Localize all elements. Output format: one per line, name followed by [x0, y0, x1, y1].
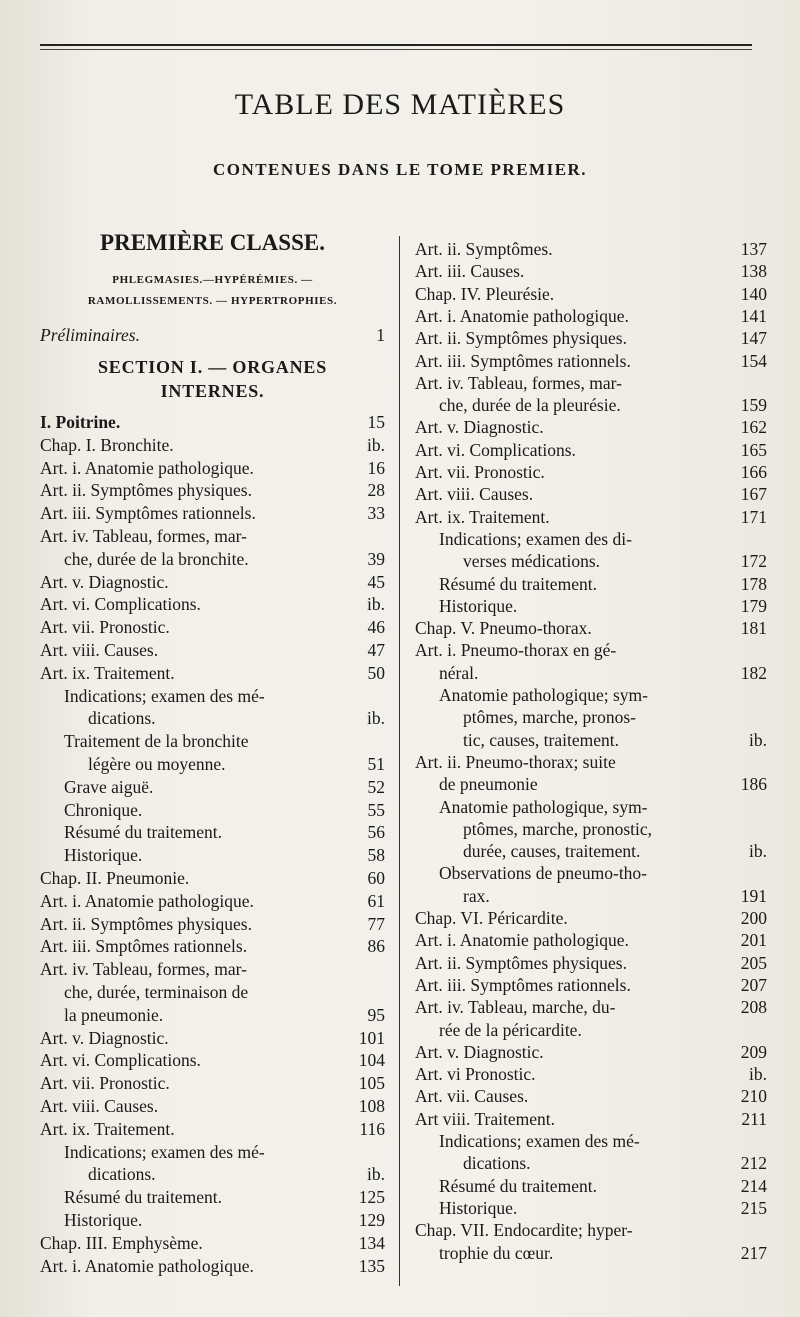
toc-entry-text: Art. viii. Causes. [40, 640, 159, 660]
toc-entry-page: 56 [367, 822, 385, 843]
toc-entry [415, 394, 767, 417]
toc-entry [415, 483, 767, 506]
toc-entry-text: Art. iii. Symptômes rationnels. [40, 503, 256, 524]
toc-entry [415, 1197, 767, 1220]
toc-entry [40, 1049, 385, 1072]
toc-entry-text: Art. iv. Tableau, formes, mar- [40, 526, 247, 546]
toc-entry [40, 502, 385, 525]
toc-entry [40, 593, 385, 616]
toc-entry-page: 138 [740, 261, 767, 282]
toc-entry-text: Art. viii. Causes. [40, 1096, 159, 1116]
toc-entry [415, 1175, 767, 1198]
toc-entry [415, 283, 767, 306]
toc-entry [40, 753, 385, 776]
toc-entry-text: Art. ii. Symptômes physiques. [40, 913, 252, 934]
toc-entry-page: 141 [740, 305, 767, 326]
toc-entry-text: Chap. VII. Endocardite; hyper- [415, 1220, 633, 1241]
toc-entry [40, 616, 385, 639]
toc-entry-text: rée de la péricardite. [439, 1019, 582, 1040]
toc-entry [40, 821, 385, 844]
toc-entry-page: 16 [367, 457, 385, 478]
toc-entry [40, 958, 385, 981]
toc-entry-text: Art. v. Diagnostic. [40, 571, 169, 592]
toc-entry-text: Chap. V. Pneumo-thorax. [415, 618, 592, 639]
toc-entry-page: ib. [749, 729, 767, 750]
section-heading-2: INTERNES. [160, 381, 265, 401]
toc-entry [415, 907, 767, 930]
toc-entry [415, 840, 767, 863]
toc-entry [415, 952, 767, 975]
toc-entry-text: Historique. [64, 1210, 143, 1230]
toc-entry [40, 457, 385, 480]
toc-entry-page: 125 [358, 1187, 385, 1208]
toc-entry-page: 205 [740, 952, 767, 973]
toc-entry [40, 1186, 385, 1209]
toc-entry-text: Résumé du traitement. [439, 1175, 597, 1196]
toc-entry-text: Art. iii. Smptômes rationnels. [40, 936, 248, 957]
toc-entry-text: ptômes, marche, pronostic, [463, 818, 653, 839]
toc-entry [40, 1027, 385, 1050]
toc-entry-text: dications. [88, 708, 156, 729]
toc-entry [415, 573, 767, 596]
toc-entry [415, 1242, 767, 1265]
toc-entry [415, 550, 767, 573]
toc-entry-page: 215 [740, 1197, 767, 1218]
toc-entry-page: 212 [740, 1153, 767, 1174]
toc-entry [415, 238, 767, 261]
toc-entry [40, 1141, 385, 1164]
toc-entry [40, 548, 385, 571]
toc-entry-page: 50 [367, 662, 385, 683]
toc-entry-text: Indications; examen des mé- [439, 1131, 640, 1151]
toc-entry [415, 617, 767, 640]
toc-entry-page: 137 [740, 239, 767, 259]
toc-entry [40, 479, 385, 502]
toc-entry-page: 178 [740, 573, 767, 594]
toc-entry-text: Résumé du traitement. [64, 1187, 222, 1208]
toc-entry-text: Art. vii. Pronostic. [415, 462, 545, 482]
toc-entry-page: ib. [367, 1164, 385, 1185]
toc-entry-text: Historique. [64, 845, 143, 866]
toc-entry-text: Observations de pneumo-tho- [439, 863, 648, 884]
toc-entry-page: 214 [740, 1175, 767, 1196]
toc-entry [415, 639, 767, 662]
toc-entry-page: 166 [740, 462, 767, 482]
toc-entry [40, 913, 385, 936]
toc-entry-text: Art. i. Anatomie pathologique. [415, 305, 629, 326]
toc-entry-page: 159 [740, 395, 767, 416]
toc-entry-text: Art. ii. Pneumo-thorax; suite [415, 751, 616, 772]
toc-entry [415, 684, 767, 707]
toc-entry-text: Anatomie pathologique; sym- [439, 685, 648, 705]
toc-entry [40, 707, 385, 730]
toc-entry-page: 181 [740, 618, 767, 639]
toc-entry-page: ib. [749, 1064, 767, 1085]
toc-entry [415, 862, 767, 885]
toc-entry-text: Art. ix. Traitement. [40, 1118, 175, 1139]
toc-entry-text: Art. v. Diagnostic. [415, 417, 544, 438]
toc-entry-text: légère ou moyenne. [88, 754, 226, 774]
toc-entry [415, 1152, 767, 1175]
toc-entry [415, 974, 767, 997]
toc-entry-text: Anatomie pathologique, sym- [439, 796, 648, 817]
toc-entry [40, 525, 385, 548]
toc-entry-page: 201 [740, 930, 767, 951]
toc-entry [415, 1085, 767, 1108]
toc-entry-page: 140 [740, 283, 767, 304]
toc-entry [415, 528, 767, 551]
toc-entry-page: 60 [367, 868, 385, 888]
toc-entry-page: 129 [358, 1210, 385, 1230]
toc-entry-page: 135 [358, 1255, 385, 1276]
toc-entry-text: Art. ix. Traitement. [40, 662, 175, 683]
toc-entry [40, 1232, 385, 1255]
toc-entry [415, 1063, 767, 1086]
toc-entry-page: 101 [358, 1027, 385, 1048]
toc-entry-text: Art. iii. Symptômes rationnels. [415, 350, 631, 371]
toc-entry-page: 77 [367, 913, 385, 934]
toc-entry-page: 147 [740, 328, 767, 349]
toc-entry-page: 28 [367, 480, 385, 501]
toc-entry-page: 55 [367, 799, 385, 820]
toc-entry-page: ib. [367, 708, 385, 729]
toc-entry-text: Art. ii. Symptômes physiques. [415, 952, 627, 973]
toc-entry-page: 46 [367, 617, 385, 638]
toc-entry-text: Préliminaires. [40, 325, 140, 345]
toc-entry-page: 104 [358, 1050, 385, 1071]
toc-entry-text: I. Poitrine. [40, 412, 121, 432]
toc-entry-text: de pneumonie [439, 774, 538, 795]
toc-entry-text: Art. v. Diagnostic. [415, 1041, 544, 1062]
toc-entry-text: dications. [88, 1164, 156, 1185]
toc-entry-page: 186 [740, 774, 767, 795]
toc-entry-text: verses médications. [463, 551, 601, 572]
toc-entry-page: 162 [740, 417, 767, 438]
toc-entry-text: Art. v. Diagnostic. [40, 1027, 169, 1048]
page-title: TABLE DES MATIÈRES [234, 88, 566, 121]
toc-entry-text: Art. vii. Pronostic. [40, 1073, 170, 1094]
toc-entry-text: che, durée de la bronchite. [64, 548, 249, 569]
toc-entry-page: 105 [358, 1073, 385, 1094]
toc-entry-page: ib. [367, 434, 385, 455]
toc-entry-text: Historique. [439, 595, 518, 616]
top-rule [40, 44, 752, 46]
toc-entry [40, 662, 385, 685]
toc-entry [40, 1209, 385, 1232]
toc-entry-text: che, durée de la pleurésie. [439, 395, 621, 416]
toc-entry [40, 776, 385, 799]
toc-entry-text: che, durée, terminaison de [64, 982, 249, 1002]
toc-entry-page: 200 [740, 908, 767, 928]
toc-entry-text: Art. iv. Tableau, formes, mar- [415, 372, 622, 393]
toc-entry-text: Art viii. Traitement. [415, 1108, 555, 1129]
toc-entry-page: 182 [740, 662, 767, 683]
toc-entry-text: Art. vi. Complications. [40, 1050, 201, 1071]
toc-entry [415, 773, 767, 796]
toc-entry-text: tic, causes, traitement. [463, 729, 619, 750]
toc-entry-text: Traitement de la bronchite [64, 731, 249, 752]
toc-entry [415, 372, 767, 395]
toc-entry [40, 571, 385, 594]
column-divider [399, 236, 400, 1286]
toc-entry-page: 52 [367, 776, 385, 797]
toc-entry-preliminaires [40, 324, 385, 347]
toc-entry [415, 595, 767, 618]
toc-entry-page: 167 [740, 484, 767, 505]
toc-entry-text: Chap. I. Bronchite. [40, 434, 174, 455]
toc-entry [40, 1072, 385, 1095]
toc-entry [415, 706, 767, 729]
toc-entry-text: Art. vi. Complications. [415, 439, 576, 460]
toc-entry [40, 867, 385, 890]
toc-entry-text: Art. vi. Complications. [40, 594, 201, 615]
toc-entry [415, 260, 767, 283]
toc-entry [40, 685, 385, 708]
toc-entry-page: 51 [367, 754, 385, 774]
toc-entry-text: Indications; examen des mé- [64, 685, 265, 706]
toc-entry [40, 730, 385, 753]
toc-entry-text: Art. viii. Causes. [415, 484, 534, 505]
toc-entry-text: Art. i. Anatomie pathologique. [415, 930, 629, 951]
toc-entry [415, 996, 767, 1019]
toc-entry-text: ptômes, marche, pronos- [463, 707, 637, 728]
toc-entry-text: néral. [439, 662, 479, 683]
toc-entry-text: Chap. III. Emphysème. [40, 1232, 203, 1253]
toc-entry [40, 935, 385, 958]
toc-entry-text: Historique. [439, 1197, 518, 1218]
toc-entry-page: 217 [740, 1242, 767, 1263]
toc-entry-page: ib. [749, 841, 767, 862]
toc-entry [415, 1108, 767, 1131]
toc-entry [415, 662, 767, 685]
toc-entry-page: 86 [367, 936, 385, 957]
toc-entry [415, 1041, 767, 1064]
toc-entry [40, 1118, 385, 1141]
toc-entry-text: Art. vii. Pronostic. [40, 617, 170, 638]
toc-entry-page: 95 [367, 1004, 385, 1025]
toc-entry-text: Art. iv. Tableau, formes, mar- [40, 959, 247, 980]
toc-entry-page: 208 [740, 997, 767, 1018]
toc-entry [40, 890, 385, 913]
toc-entry [40, 1095, 385, 1118]
classe-subheading-2: RAMOLLISSEMENTS. — HYPERTROPHIES. [87, 295, 338, 307]
toc-entry-page: 45 [367, 571, 385, 592]
toc-entry [415, 1219, 767, 1242]
toc-entry [415, 439, 767, 462]
toc-entry-text: Chap. II. Pneumonie. [40, 868, 190, 888]
toc-entry [415, 818, 767, 841]
toc-entry-text: Résumé du traitement. [439, 573, 597, 594]
toc-entry [415, 1019, 767, 1042]
toc-entry-text: Art. ii. Symptômes physiques. [415, 328, 627, 349]
toc-entry-text: Chap. IV. Pleurésie. [415, 283, 555, 304]
toc-entry [415, 327, 767, 350]
toc-entry-page: 58 [367, 845, 385, 866]
toc-entry [40, 1255, 385, 1278]
toc-entry-page: 171 [740, 506, 767, 527]
toc-entry-page: 191 [740, 885, 767, 906]
top-rule-thin [40, 49, 752, 50]
toc-entry-page: 33 [367, 503, 385, 524]
toc-entry-page: 1 [376, 325, 385, 345]
toc-entry [40, 434, 385, 457]
toc-entry-text: rax. [463, 885, 490, 906]
toc-entry-text: Résumé du traitement. [64, 822, 222, 843]
toc-entry-page: 172 [740, 551, 767, 572]
toc-entry-text: Grave aiguë. [64, 776, 154, 797]
toc-entry-text: Art. iii. Symptômes rationnels. [415, 974, 631, 995]
toc-entry-page: 165 [740, 439, 767, 460]
toc-entry-text: Art. iv. Tableau, marche, du- [415, 997, 616, 1018]
toc-entry-text: Art. iii. Causes. [415, 261, 525, 282]
toc-entry-text: Indications; examen des di- [439, 528, 632, 549]
toc-entry-text: dications. [463, 1153, 531, 1174]
toc-entry [415, 885, 767, 908]
toc-entry-text: Art. ix. Traitement. [415, 506, 550, 527]
toc-entry-page: 47 [367, 640, 385, 660]
toc-entry-text: Indications; examen des mé- [64, 1141, 265, 1162]
toc-entry-text: la pneumonie. [64, 1004, 164, 1025]
toc-entry-text: Chronique. [64, 799, 143, 820]
toc-entry [415, 796, 767, 819]
toc-entry [40, 411, 385, 434]
toc-entry-page: ib. [367, 594, 385, 615]
toc-entry [415, 929, 767, 952]
toc-entry-page: 108 [358, 1096, 385, 1116]
toc-entry [40, 844, 385, 867]
toc-entry-text: Art. i. Anatomie pathologique. [40, 457, 254, 478]
toc-entry [40, 1163, 385, 1186]
toc-entry-page: 179 [740, 595, 767, 616]
toc-entry [415, 751, 767, 774]
toc-entry-text: Art. vi Pronostic. [415, 1064, 536, 1085]
toc-entry-page: 207 [740, 974, 767, 995]
toc-entry [415, 461, 767, 484]
toc-entry-text: Chap. VI. Péricardite. [415, 908, 568, 928]
toc-entry-text: Art. ii. Symptômes physiques. [40, 480, 252, 501]
section-heading-1: SECTION I. — ORGANES [97, 357, 328, 377]
classe-heading: PREMIÈRE CLASSE. [100, 230, 325, 255]
toc-entry-page: 154 [740, 350, 767, 371]
toc-entry-page: 209 [740, 1041, 767, 1062]
toc-entry [415, 305, 767, 328]
toc-entry-page: 116 [359, 1118, 385, 1139]
toc-entry-page: 15 [367, 412, 385, 432]
toc-entry [415, 416, 767, 439]
toc-entry-text: trophie du cœur. [439, 1242, 554, 1263]
page-subtitle: CONTENUES DANS LE TOME PREMIER. [212, 160, 588, 179]
toc-entry [415, 350, 767, 373]
toc-entry [415, 729, 767, 752]
toc-entry [40, 1004, 385, 1027]
toc-entry [40, 799, 385, 822]
classe-subheading-1: PHLEGMASIES.—HYPÉRÉMIES. — [112, 274, 313, 286]
toc-entry [415, 1130, 767, 1153]
toc-entry [40, 981, 385, 1004]
toc-entry-text: Art. vii. Causes. [415, 1086, 529, 1107]
toc-entry-page: 211 [741, 1108, 767, 1129]
toc-entry [40, 639, 385, 662]
toc-entry-text: Art. i. Anatomie pathologique. [40, 890, 254, 911]
toc-entry-page: 39 [367, 548, 385, 569]
toc-entry-text: Art. i. Anatomie pathologique. [40, 1255, 254, 1276]
toc-entry-text: durée, causes, traitement. [463, 841, 641, 862]
toc-entry-text: Art. i. Pneumo-thorax en gé- [415, 640, 617, 661]
toc-entry [415, 506, 767, 529]
toc-entry-page: 210 [740, 1086, 767, 1107]
toc-entry-page: 61 [367, 890, 385, 911]
toc-entry-page: 134 [358, 1232, 385, 1253]
toc-entry-text: Art. ii. Symptômes. [415, 239, 553, 259]
